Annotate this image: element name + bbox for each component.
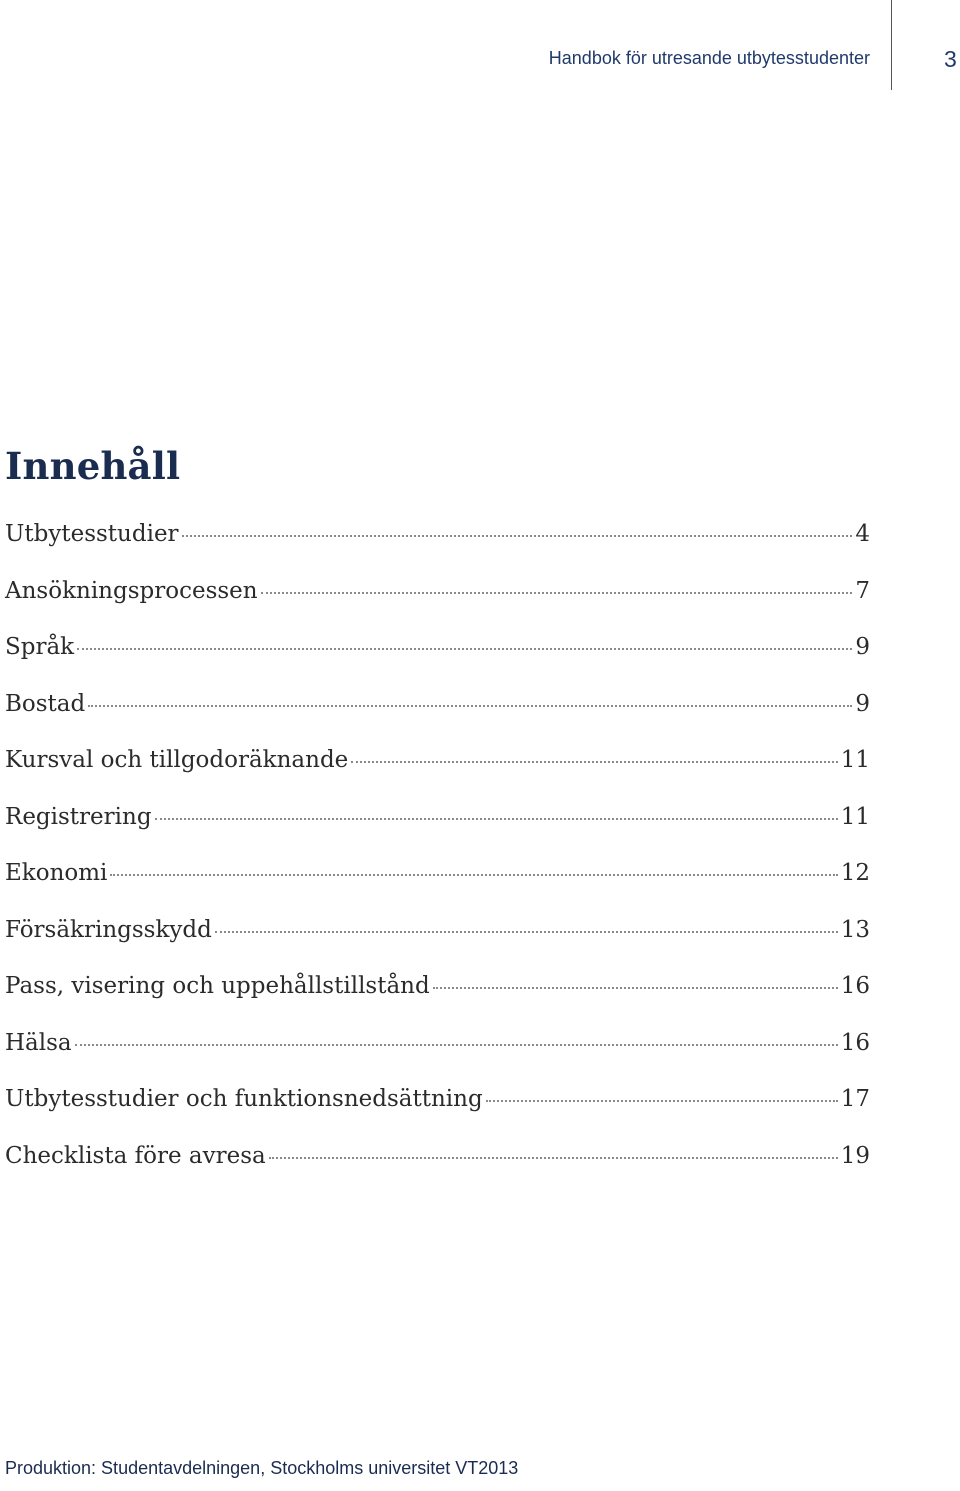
dot-leader [182,535,853,537]
toc-entry-page: 17 [840,1086,870,1112]
toc-entry[interactable] [5,804,870,861]
toc-entry-page: 13 [840,916,870,943]
toc-entry-label: Utbytesstudier [5,521,179,547]
footer-credit: Produktion: Studentavdelningen, Stockholms universitet VT2013 [5,1458,519,1478]
dot-leader [75,1044,838,1046]
toc-entry[interactable] [5,578,870,635]
table-of-contents [5,521,870,1199]
toc-entry[interactable] [5,1030,870,1087]
toc-entry-label: Kursval och tillgodoräknande [5,747,349,773]
toc-entry[interactable] [5,917,870,974]
toc-entry-page: 16 [840,973,870,999]
toc-entry[interactable] [5,521,870,578]
toc-entry-label: Ansökningsprocessen [5,577,258,604]
toc-entry-label: Ekonomi [5,860,108,886]
header-divider [891,0,892,90]
toc-entry-label: Utbytesstudier och funktionsnedsättning [5,1086,483,1112]
toc-entry-page: 11 [840,803,870,830]
toc-entry[interactable] [5,973,870,1030]
toc-entry-label: Hälsa [5,1029,72,1056]
toc-entry[interactable] [5,634,870,691]
dot-leader [88,705,852,707]
toc-entry-page: 11 [840,747,870,773]
toc-entry-page: 16 [840,1029,870,1056]
toc-entry-page: 12 [840,860,870,886]
toc-entry[interactable] [5,1143,870,1200]
running-header-title: Handbok för utresande utbytesstudenter [548,48,870,68]
toc-entry[interactable] [5,860,870,917]
toc-entry-label: Försäkringsskydd [5,916,212,943]
toc-title: Innehåll [5,444,181,488]
page-number: 3 [944,46,957,72]
toc-entry-label: Pass, visering och uppehållstillstånd [5,973,430,999]
dot-leader [433,987,838,989]
dot-leader [77,648,852,650]
toc-entry-page: 19 [840,1142,870,1169]
dot-leader [110,874,837,876]
toc-entry-label: Registrering [5,803,152,830]
toc-entry[interactable] [5,691,870,748]
dot-leader [351,761,837,763]
dot-leader [486,1100,838,1102]
dot-leader [215,931,838,933]
toc-entry-label: Checklista före avresa [5,1142,266,1169]
toc-entry-page: 4 [855,521,870,547]
toc-entry-page: 9 [855,690,870,717]
dot-leader [261,592,853,594]
toc-entry-page: 7 [855,577,870,604]
toc-entry-label: Språk [5,634,75,660]
dot-leader [269,1157,838,1159]
toc-entry-page: 9 [855,634,870,660]
toc-entry-label: Bostad [5,690,86,717]
toc-entry[interactable] [5,747,870,804]
toc-entry[interactable] [5,1086,870,1143]
dot-leader [155,818,838,820]
